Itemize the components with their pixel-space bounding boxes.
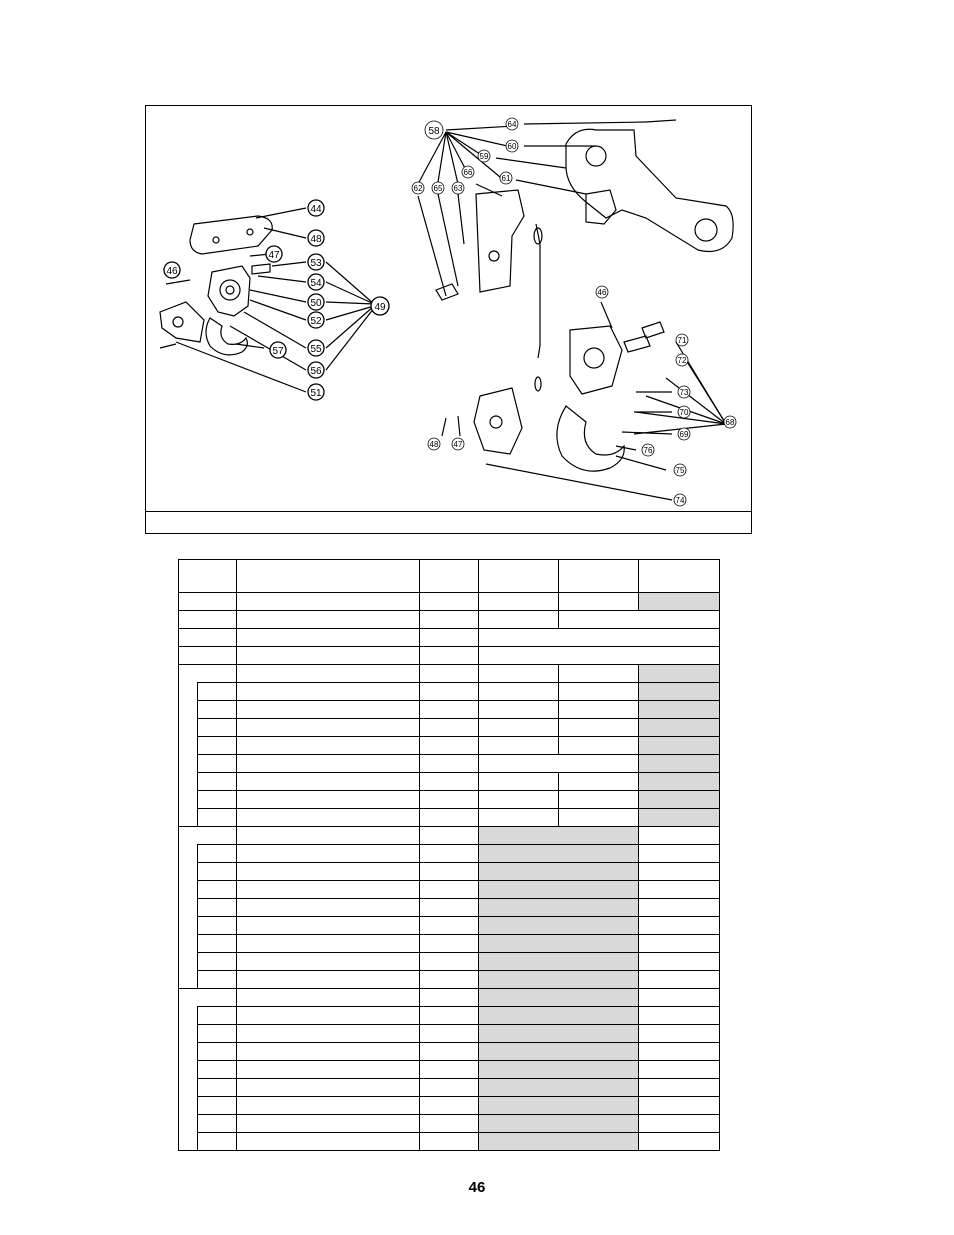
table-cell — [639, 863, 720, 881]
table-cell — [237, 755, 420, 773]
table-cell — [639, 1043, 720, 1061]
table-cell — [179, 1133, 198, 1151]
table-cell — [479, 953, 639, 971]
table-cell — [559, 701, 639, 719]
table-cell — [559, 719, 639, 737]
callout-left-2: 48 — [310, 234, 322, 245]
table-cell — [479, 611, 559, 629]
callout-left-10: 56 — [310, 366, 322, 377]
table-cell — [420, 953, 479, 971]
table-row — [179, 755, 720, 773]
table-cell — [179, 1007, 198, 1025]
table-cell — [479, 917, 639, 935]
table-cell — [179, 665, 237, 683]
side-plate-upper — [476, 190, 524, 292]
table-row — [179, 1025, 720, 1043]
table-row — [179, 845, 720, 863]
table-cell — [198, 971, 237, 989]
table-row — [179, 881, 720, 899]
table-cell — [639, 953, 720, 971]
table-cell — [479, 1097, 639, 1115]
table-cell — [237, 773, 420, 791]
table-cell — [479, 899, 639, 917]
table-cell — [639, 773, 720, 791]
table-cell — [479, 737, 559, 755]
table-row — [179, 701, 720, 719]
table-cell — [237, 935, 420, 953]
table-cell — [479, 881, 639, 899]
callout-left-8: 52 — [310, 316, 322, 327]
table-cell — [179, 737, 198, 755]
hook-left — [206, 318, 247, 355]
table-cell — [179, 953, 198, 971]
table-cell — [479, 1043, 639, 1061]
table-cell — [479, 719, 559, 737]
table-cell — [179, 935, 198, 953]
table-cell — [639, 560, 720, 593]
table-cell — [479, 701, 559, 719]
figure-caption-strip — [146, 511, 751, 533]
table-cell — [639, 809, 720, 827]
table-cell — [479, 989, 639, 1007]
table-cell — [639, 881, 720, 899]
table-cell — [479, 560, 559, 593]
table-cell — [179, 791, 198, 809]
table-cell — [237, 881, 420, 899]
callout-right-14: 70 — [679, 408, 689, 417]
table-cell — [198, 1133, 237, 1151]
hook-block-body — [208, 266, 250, 316]
callout-left-11: 57 — [272, 346, 284, 357]
table-cell — [479, 791, 559, 809]
table-cell — [237, 917, 420, 935]
table-row — [179, 773, 720, 791]
callout-right-5: 66 — [463, 168, 473, 177]
table-row — [179, 917, 720, 935]
table-row — [179, 863, 720, 881]
table-cell — [179, 1025, 198, 1043]
table-cell — [179, 593, 237, 611]
table-cell — [198, 1079, 237, 1097]
table-row — [179, 560, 720, 593]
table-cell — [237, 701, 420, 719]
callout-left-1: 44 — [310, 204, 322, 215]
table-cell — [179, 989, 237, 1007]
table-cell — [420, 593, 479, 611]
table-cell — [420, 845, 479, 863]
table-row — [179, 611, 720, 629]
callout-left-4: 46 — [166, 266, 178, 277]
table-cell — [420, 1133, 479, 1151]
table-cell — [639, 1133, 720, 1151]
table-cell — [479, 827, 639, 845]
table-cell — [198, 935, 237, 953]
table-cell — [237, 845, 420, 863]
table-cell — [198, 1043, 237, 1061]
parts-list-table — [178, 559, 720, 1151]
table-row — [179, 1007, 720, 1025]
table-cell — [179, 917, 198, 935]
callout-left-9: 55 — [310, 344, 322, 355]
callout-right-13: 73 — [679, 388, 689, 397]
callout-right-9: 63 — [453, 184, 463, 193]
table-cell — [479, 755, 639, 773]
table-cell — [179, 611, 237, 629]
table-cell — [198, 845, 237, 863]
table-cell — [639, 1097, 720, 1115]
table-cell — [198, 863, 237, 881]
table-cell — [420, 1115, 479, 1133]
table-cell — [198, 1007, 237, 1025]
table-cell — [237, 560, 420, 593]
table-cell — [198, 737, 237, 755]
yoke-gear — [586, 190, 616, 224]
table-cell — [479, 683, 559, 701]
table-cell — [479, 629, 720, 647]
table-cell — [179, 863, 198, 881]
table-cell — [559, 593, 639, 611]
table-cell — [639, 1007, 720, 1025]
table-cell — [479, 1079, 639, 1097]
page-number: 46 — [468, 1179, 486, 1196]
table-cell — [479, 809, 559, 827]
callout-left-5: 53 — [310, 258, 322, 269]
callout-right-15: 69 — [679, 430, 689, 439]
table-cell — [479, 1115, 639, 1133]
table-cell — [479, 647, 720, 665]
table-cell — [198, 809, 237, 827]
table-cell — [179, 560, 237, 593]
table-cell — [179, 1097, 198, 1115]
table-cell — [179, 827, 237, 845]
table-cell — [237, 1115, 420, 1133]
table-cell — [639, 1061, 720, 1079]
table-row — [179, 683, 720, 701]
table-cell — [179, 1079, 198, 1097]
table-cell — [198, 773, 237, 791]
table-row — [179, 647, 720, 665]
table-cell — [479, 593, 559, 611]
table-row — [179, 827, 720, 845]
table-cell — [179, 683, 198, 701]
table-cell — [559, 791, 639, 809]
table-cell — [559, 773, 639, 791]
table-cell — [179, 719, 198, 737]
table-row — [179, 1061, 720, 1079]
table-cell — [237, 1061, 420, 1079]
table-cell — [639, 1025, 720, 1043]
callout-right-1: 58 — [428, 126, 440, 137]
callout-right-17: 76 — [643, 446, 653, 455]
table-cell — [479, 773, 559, 791]
table-cell — [237, 593, 420, 611]
table-cell — [237, 791, 420, 809]
table-cell — [420, 611, 479, 629]
side-plate-left — [160, 302, 204, 342]
callout-right-7: 62 — [413, 184, 423, 193]
table-cell — [420, 827, 479, 845]
table-cell — [420, 755, 479, 773]
table-cell — [179, 881, 198, 899]
table-cell — [179, 971, 198, 989]
table-row — [179, 935, 720, 953]
table-cell — [237, 863, 420, 881]
table-cell — [639, 845, 720, 863]
table-cell — [420, 917, 479, 935]
table-cell — [179, 647, 237, 665]
table-cell — [237, 1097, 420, 1115]
table-cell — [198, 1061, 237, 1079]
table-cell — [198, 899, 237, 917]
table-cell — [198, 1025, 237, 1043]
callout-right-20: 48 — [429, 440, 439, 449]
table-cell — [237, 1025, 420, 1043]
lower-hook-block — [570, 326, 622, 394]
table-cell — [237, 899, 420, 917]
hook-right — [557, 406, 624, 471]
table-row — [179, 593, 720, 611]
side-plate-lower — [474, 388, 522, 454]
table-cell — [479, 971, 639, 989]
table-row — [179, 1079, 720, 1097]
table-cell — [179, 899, 198, 917]
table-cell — [559, 809, 639, 827]
table-cell — [479, 863, 639, 881]
table-cell — [639, 989, 720, 1007]
table-cell — [237, 665, 420, 683]
table-cell — [420, 560, 479, 593]
table-cell — [420, 719, 479, 737]
top-bracket-part — [190, 216, 272, 254]
table-cell — [237, 809, 420, 827]
table-cell — [420, 809, 479, 827]
table-cell — [237, 719, 420, 737]
table-cell — [179, 629, 237, 647]
table-cell — [479, 1025, 639, 1043]
table-cell — [198, 719, 237, 737]
table-cell — [639, 971, 720, 989]
table-cell — [237, 611, 420, 629]
table-cell — [639, 1079, 720, 1097]
callout-right-11: 71 — [677, 336, 687, 345]
table-row — [179, 1043, 720, 1061]
table-cell — [420, 1079, 479, 1097]
table-row — [179, 809, 720, 827]
table-cell — [479, 1133, 639, 1151]
table-cell — [420, 1061, 479, 1079]
table-cell — [420, 701, 479, 719]
table-cell — [639, 665, 720, 683]
table-cell — [179, 845, 198, 863]
table-cell — [559, 683, 639, 701]
callout-right-6: 61 — [501, 174, 511, 183]
table-cell — [420, 1025, 479, 1043]
table-cell — [420, 935, 479, 953]
table-cell — [198, 755, 237, 773]
table-row — [179, 1133, 720, 1151]
table-cell — [237, 953, 420, 971]
table-cell — [198, 1097, 237, 1115]
table-cell — [237, 827, 420, 845]
table-cell — [237, 989, 420, 1007]
table-cell — [179, 1043, 198, 1061]
table-cell — [479, 845, 639, 863]
table-cell — [420, 899, 479, 917]
table-row — [179, 665, 720, 683]
table-row — [179, 1097, 720, 1115]
table-cell — [559, 560, 639, 593]
table-row — [179, 629, 720, 647]
table-cell — [237, 683, 420, 701]
callout-right-8: 65 — [433, 184, 443, 193]
table-cell — [420, 1007, 479, 1025]
table-cell — [420, 773, 479, 791]
table-row — [179, 989, 720, 1007]
table-cell — [198, 683, 237, 701]
table-cell — [237, 737, 420, 755]
table-row — [179, 719, 720, 737]
callout-right-18: 75 — [675, 466, 685, 475]
table-cell — [639, 737, 720, 755]
callout-right-16: 68 — [725, 418, 735, 427]
table-cell — [198, 953, 237, 971]
table-cell — [559, 611, 720, 629]
table-cell — [179, 1061, 198, 1079]
table-cell — [179, 773, 198, 791]
callout-right-21: 47 — [453, 440, 463, 449]
table-cell — [639, 683, 720, 701]
table-cell — [237, 629, 420, 647]
table-cell — [420, 683, 479, 701]
table-cell — [479, 935, 639, 953]
table-cell — [639, 593, 720, 611]
table-row — [179, 1115, 720, 1133]
table-cell — [639, 719, 720, 737]
table-cell — [237, 1133, 420, 1151]
callout-right-12: 72 — [677, 356, 687, 365]
table-cell — [420, 629, 479, 647]
table-cell — [420, 863, 479, 881]
table-cell — [420, 737, 479, 755]
table-cell — [420, 1043, 479, 1061]
table-cell — [179, 1115, 198, 1133]
table-cell — [237, 971, 420, 989]
callout-left-12: 51 — [310, 388, 322, 399]
table-cell — [639, 701, 720, 719]
table-row — [179, 791, 720, 809]
table-cell — [198, 917, 237, 935]
table-cell — [198, 791, 237, 809]
table-row — [179, 899, 720, 917]
table-cell — [420, 791, 479, 809]
callout-right-4: 59 — [479, 152, 489, 161]
callout-left-13: 49 — [374, 302, 386, 313]
table-cell — [639, 791, 720, 809]
table-cell — [479, 665, 559, 683]
table-cell — [420, 989, 479, 1007]
table-cell — [237, 647, 420, 665]
table-cell — [198, 701, 237, 719]
table-cell — [559, 665, 639, 683]
table-cell — [179, 755, 198, 773]
table-row — [179, 953, 720, 971]
callout-left-3: 47 — [268, 250, 280, 261]
callout-left-7: 50 — [310, 298, 322, 309]
table-cell — [479, 1007, 639, 1025]
table-cell — [420, 665, 479, 683]
table-cell — [639, 827, 720, 845]
table-row — [179, 737, 720, 755]
table-cell — [237, 1079, 420, 1097]
table-row — [179, 971, 720, 989]
table-cell — [420, 971, 479, 989]
table-cell — [639, 755, 720, 773]
table-cell — [179, 701, 198, 719]
table-cell — [639, 917, 720, 935]
table-cell — [198, 881, 237, 899]
callout-right-3: 60 — [507, 142, 517, 151]
table-cell — [179, 809, 198, 827]
callout-right-19: 74 — [675, 496, 685, 505]
table-cell — [639, 1115, 720, 1133]
exploded-diagram-frame — [145, 105, 752, 534]
table-cell — [639, 935, 720, 953]
table-cell — [420, 1097, 479, 1115]
callout-left-6: 54 — [310, 278, 322, 289]
table-cell — [559, 737, 639, 755]
table-cell — [639, 899, 720, 917]
table-cell — [237, 1043, 420, 1061]
table-cell — [420, 881, 479, 899]
table-cell — [420, 647, 479, 665]
table-cell — [237, 1007, 420, 1025]
callout-right-2: 64 — [507, 120, 517, 129]
table-cell — [198, 1115, 237, 1133]
table-cell — [479, 1061, 639, 1079]
exploded-parts-diagram — [146, 106, 750, 511]
callout-right-10: 46 — [597, 288, 607, 297]
